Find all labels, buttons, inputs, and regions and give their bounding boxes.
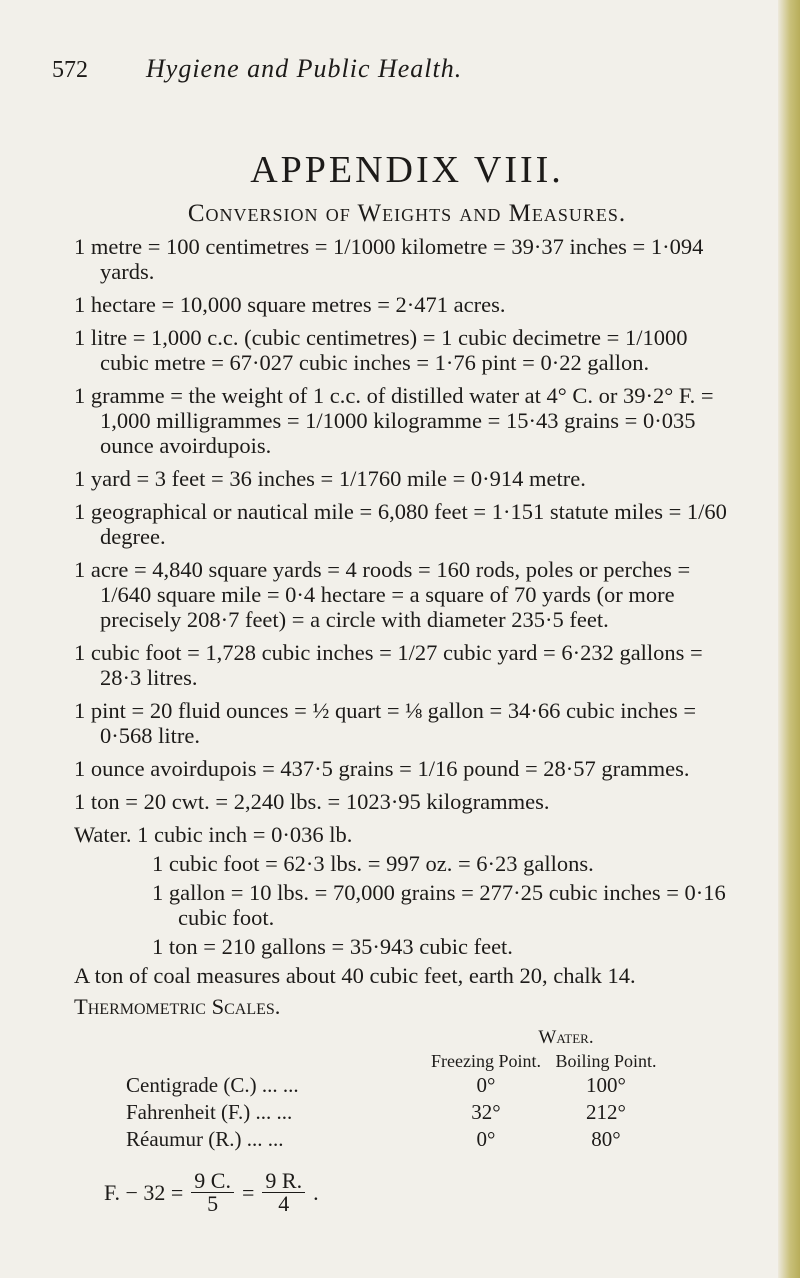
conversion-entry: 1 cubic foot = 1,728 cubic inches = 1/27 cubic yard = 6·232 gallons = 28·3 litres. — [74, 640, 703, 690]
leader-dots: ... ... — [255, 1100, 293, 1124]
table-row — [126, 1127, 666, 1154]
page-number: 572 — [52, 57, 88, 83]
running-title: Hygiene and Public Health. — [146, 54, 463, 83]
boiling-value: 212° — [586, 1100, 626, 1124]
fraction-numerator: 9 C. — [191, 1170, 234, 1193]
freezing-value: 0° — [476, 1127, 496, 1151]
freezing-point-heading: Freezing Point. — [431, 1051, 541, 1071]
leader-dots: ... ... — [246, 1127, 284, 1151]
conversion-entry: 1 pint = 20 fluid ounces = ½ quart = ⅛ gallon = 34·66 cubic inches = 0·568 litre. — [74, 698, 697, 748]
water-line: 1 cubic inch = 0·036 lb. — [137, 822, 353, 847]
thermometric-heading: Thermometric Scales. — [74, 994, 281, 1019]
conversion-entry: 1 geographical or nautical mile = 6,080 feet = 1·151 statute miles = 1/60 degree. — [74, 499, 727, 549]
water-column-heading: Water. — [538, 1027, 594, 1048]
scale-name: Fahrenheit (F.) — [126, 1100, 251, 1124]
conversion-entry: 1 yard = 3 feet = 36 inches = 1/1760 mile = 0·914 metre. — [74, 466, 586, 491]
fraction-denominator: 5 — [207, 1191, 219, 1216]
page-edge — [778, 0, 800, 1278]
scale-name: Centigrade (C.) — [126, 1073, 257, 1097]
leader-dots: ... ... — [261, 1073, 299, 1097]
conversion-entry: 1 gramme = the weight of 1 c.c. of distilled water at 4° C. or 39·2° F. = 1,000 milligrammes = 1/1000 kilogramme = 15·43 grains = 0·035 ounce avoirdupois. — [74, 383, 714, 458]
conversion-formula — [104, 1170, 740, 1215]
conversion-entry: 1 metre = 100 centimetres = 1/1000 kilometre = 39·37 inches = 1·094 yards. — [74, 234, 704, 284]
table-row — [126, 1073, 666, 1100]
formula-lhs: F. − 32 = — [104, 1180, 184, 1205]
scale-name: Réaumur (R.) — [126, 1127, 242, 1151]
fraction-denominator: 4 — [278, 1191, 290, 1216]
conversion-entry: 1 ounce avoirdupois = 437·5 grains = 1/16 pound = 28·57 grammes. — [74, 756, 690, 781]
thermometric-table — [126, 1025, 666, 1154]
boiling-value: 80° — [591, 1127, 621, 1151]
fraction — [191, 1170, 234, 1215]
water-entry — [74, 822, 740, 847]
conversion-list — [74, 234, 740, 1215]
water-line: 1 ton = 210 gallons = 35·943 cubic feet. — [152, 934, 513, 959]
freezing-value: 0° — [476, 1073, 496, 1097]
boiling-point-heading: Boiling Point. — [555, 1051, 657, 1071]
conversion-entry: 1 ton = 20 cwt. = 2,240 lbs. = 1023·95 kilogrammes. — [74, 789, 550, 814]
boiling-value: 100° — [586, 1073, 626, 1097]
fraction-numerator: 9 R. — [262, 1170, 305, 1193]
freezing-value: 32° — [471, 1100, 501, 1124]
appendix-title: APPENDIX VIII. — [250, 149, 564, 191]
conversion-entry: 1 hectare = 10,000 square metres = 2·471 acres. — [74, 292, 506, 317]
conversion-entry: 1 litre = 1,000 c.c. (cubic centimetres) = 1 cubic decimetre = 1/1000 cubic metre = 67·027 cubic inches = 1·76 pint = 0·22 gallon. — [74, 325, 688, 375]
coal-line: A ton of coal measures about 40 cubic feet, earth 20, chalk 14. — [74, 963, 636, 988]
table-row — [126, 1100, 666, 1127]
section-title: Conversion of Weights and Measures. — [187, 200, 627, 227]
water-line: 1 gallon = 10 lbs. = 70,000 grains = 277·25 cubic inches = 0·16 cubic foot. — [152, 880, 726, 930]
formula-end: . — [313, 1180, 319, 1205]
conversion-entry: 1 acre = 4,840 square yards = 4 roods = 160 rods, poles or perches = 1/640 square mile = 0·4 hectare = a square of 70 yards (or more precisely 208·7 feet) = a circle with diameter 235·5 feet. — [74, 557, 691, 632]
fraction — [262, 1170, 305, 1215]
equals-sign: = — [241, 1180, 255, 1205]
water-label: Water. — [74, 822, 132, 847]
water-line: 1 cubic foot = 62·3 lbs. = 997 oz. = 6·23 gallons. — [152, 851, 594, 876]
running-header — [52, 54, 740, 84]
